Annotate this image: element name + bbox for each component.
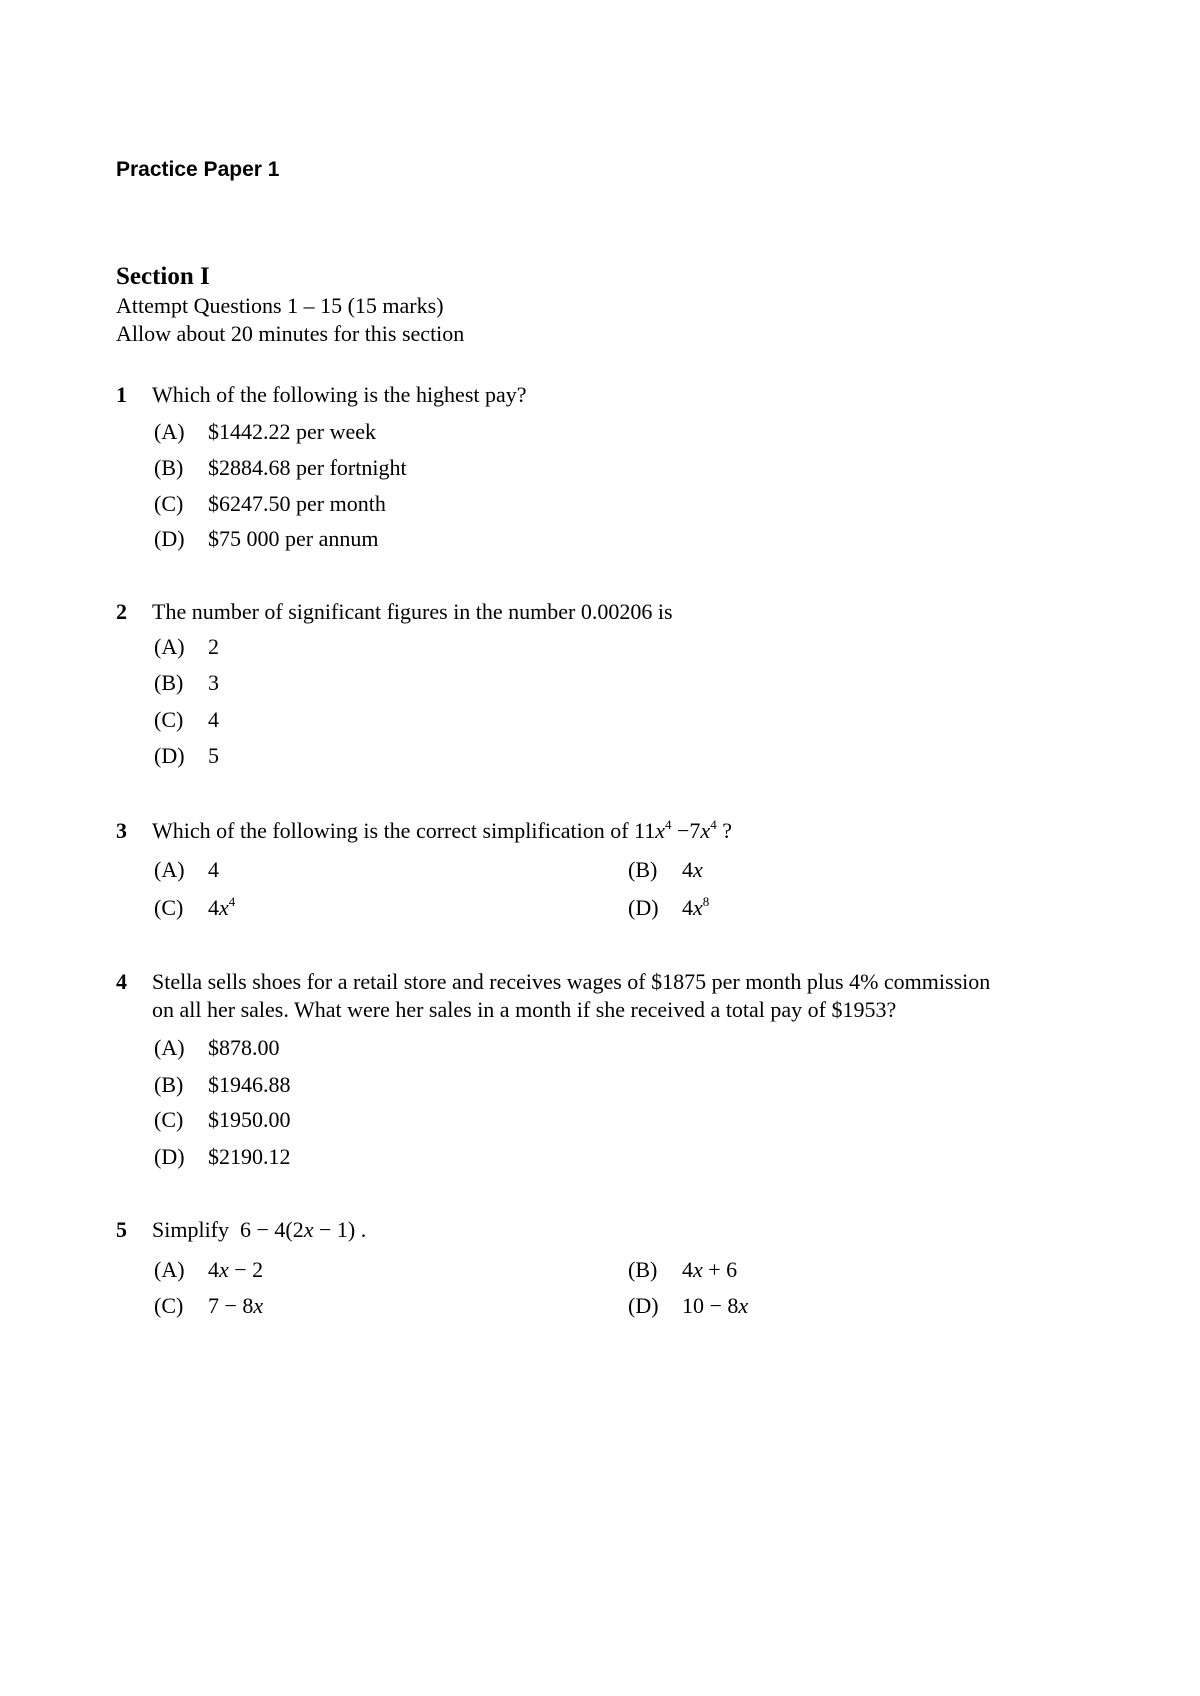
expr-var: x bbox=[700, 818, 711, 843]
expr-tail: ? bbox=[722, 818, 732, 843]
option-b bbox=[154, 669, 219, 697]
option-letter: (B) bbox=[628, 857, 658, 882]
option-letter: (A) bbox=[154, 857, 185, 882]
option-exp: 4 bbox=[228, 894, 236, 909]
option-d bbox=[154, 742, 219, 770]
expr-exp: 4 bbox=[710, 817, 717, 832]
question-stem: Simplify bbox=[152, 1217, 230, 1242]
question-number: 1 bbox=[116, 382, 127, 407]
expr-var: x bbox=[655, 818, 665, 843]
option-c bbox=[154, 1106, 291, 1134]
option-var: x bbox=[219, 1257, 229, 1282]
option-b bbox=[628, 856, 703, 884]
option-d bbox=[154, 1143, 291, 1171]
option-exp: 8 bbox=[702, 894, 710, 909]
question-number: 5 bbox=[116, 1217, 127, 1242]
expr-coef: 11 bbox=[634, 818, 656, 843]
expr-op: − bbox=[677, 818, 690, 843]
option-coef: 4 bbox=[682, 857, 693, 882]
option-letter: (B) bbox=[154, 455, 184, 480]
expr-var: x bbox=[303, 1217, 314, 1242]
option-text: 3 bbox=[208, 670, 219, 695]
option-coef: 4 bbox=[208, 895, 219, 920]
option-a bbox=[154, 1034, 280, 1062]
expr-tail: . bbox=[360, 1217, 367, 1242]
option-letter: (C) bbox=[154, 1293, 184, 1318]
option-var: x bbox=[219, 895, 229, 920]
option-var: x bbox=[253, 1293, 264, 1318]
option-part: 4 bbox=[682, 1257, 693, 1282]
option-text: $2190.12 bbox=[208, 1144, 291, 1169]
option-part: − 2 bbox=[228, 1257, 264, 1282]
option-letter: (C) bbox=[154, 895, 184, 920]
option-text: $6247.50 per month bbox=[208, 491, 386, 516]
option-text: $1946.88 bbox=[208, 1072, 291, 1097]
option-text: 4 bbox=[208, 707, 219, 732]
question-text: The number of significant figures in the number 0.00206 is bbox=[152, 599, 673, 624]
option-letter: (A) bbox=[154, 1035, 185, 1060]
option-var: x bbox=[693, 857, 703, 882]
option-b bbox=[154, 454, 407, 482]
option-b bbox=[628, 1256, 737, 1284]
option-part: + 6 bbox=[702, 1257, 738, 1282]
option-text: $1950.00 bbox=[208, 1107, 291, 1132]
option-text: $878.00 bbox=[208, 1035, 280, 1060]
expr-post: − 1) bbox=[313, 1217, 356, 1242]
option-d bbox=[154, 525, 378, 553]
option-letter: (B) bbox=[628, 1257, 658, 1282]
option-text: 5 bbox=[208, 743, 219, 768]
paper-title: Practice Paper 1 bbox=[116, 158, 280, 181]
option-coef: 4 bbox=[208, 857, 219, 882]
expr-exp: 4 bbox=[665, 817, 672, 832]
expr-pre: 6 − 4(2 bbox=[240, 1217, 304, 1242]
question-text bbox=[152, 1216, 1092, 1244]
option-letter: (B) bbox=[154, 670, 184, 695]
option-text: $2884.68 per fortnight bbox=[208, 455, 407, 480]
option-var: x bbox=[738, 1293, 749, 1318]
option-letter: (B) bbox=[154, 1072, 184, 1097]
question-text-line-1: Stella sells shoes for a retail store and receives wages of $1875 per month plus 4% commission bbox=[152, 969, 991, 994]
question-text: Which of the following is the highest pay? bbox=[152, 382, 527, 407]
option-var: x bbox=[693, 1257, 703, 1282]
option-letter: (D) bbox=[628, 895, 659, 920]
option-d bbox=[628, 894, 709, 922]
question-stem: Which of the following is the correct simplification of bbox=[152, 818, 629, 843]
option-a bbox=[154, 856, 219, 884]
option-a bbox=[154, 418, 376, 446]
option-c bbox=[154, 1292, 263, 1320]
option-letter: (A) bbox=[154, 1257, 185, 1282]
option-a bbox=[154, 1256, 263, 1284]
option-d bbox=[628, 1292, 748, 1320]
question-number: 3 bbox=[116, 818, 127, 843]
option-part: 7 − 8 bbox=[208, 1293, 254, 1318]
section-instruction-time: Allow about 20 minutes for this section bbox=[116, 321, 465, 346]
option-c bbox=[154, 490, 386, 518]
option-text: 2 bbox=[208, 634, 219, 659]
option-text: $75 000 per annum bbox=[208, 526, 379, 551]
option-letter: (D) bbox=[154, 1144, 185, 1169]
option-var: x bbox=[693, 895, 703, 920]
question-text bbox=[152, 817, 1092, 845]
question-text-line-2: on all her sales. What were her sales in a month if she received a total pay of $1953? bbox=[152, 997, 897, 1022]
math-expression bbox=[634, 818, 732, 843]
expr-coef: 7 bbox=[689, 818, 701, 843]
question-number: 4 bbox=[116, 969, 127, 994]
section-instruction-attempt: Attempt Questions 1 – 15 (15 marks) bbox=[116, 293, 444, 318]
option-c bbox=[154, 894, 235, 922]
option-letter: (C) bbox=[154, 707, 184, 732]
option-coef: 4 bbox=[682, 895, 693, 920]
option-letter: (D) bbox=[628, 1293, 659, 1318]
option-letter: (A) bbox=[154, 419, 185, 444]
option-letter: (C) bbox=[154, 1107, 184, 1132]
question-number: 2 bbox=[116, 599, 127, 624]
option-part: 4 bbox=[208, 1257, 219, 1282]
option-part: 10 − 8 bbox=[682, 1293, 739, 1318]
option-letter: (C) bbox=[154, 491, 184, 516]
option-b bbox=[154, 1071, 291, 1099]
section-heading: Section I bbox=[116, 263, 210, 290]
option-text: $1442.22 per week bbox=[208, 419, 377, 444]
option-letter: (D) bbox=[154, 743, 185, 768]
option-c bbox=[154, 706, 219, 734]
option-letter: (A) bbox=[154, 634, 185, 659]
option-letter: (D) bbox=[154, 526, 185, 551]
option-a bbox=[154, 633, 219, 661]
